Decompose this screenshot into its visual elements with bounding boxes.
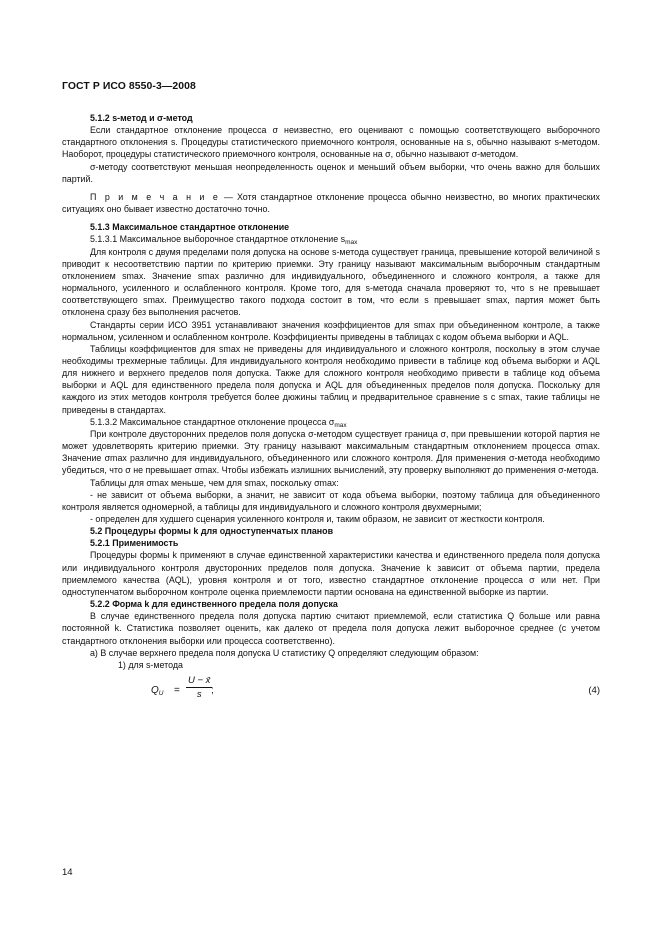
paragraph: Если стандартное отклонение процесса σ неизвестно, его оценивают с помощью соответствующего выборочного стандартного отклонения s. Процедуры статистического приемочного контроля, основанные на s, обычно называют s-методом. Наоборот, процедуры статистического приемочного контроля, основанные на σ, обычно называют σ-методом. xyxy=(62,125,600,160)
formula-number: (4) xyxy=(588,685,600,697)
list-item: 1) для s-метода xyxy=(118,659,183,670)
paragraph: Стандарты серии ИСО 3951 устанавливают значения коэффициентов для smax при объединенном контроле, а также нормальном, усиленном и ослабленном контроле. Коэффициенты приведены в таблицах с кодом объема выборки и AQL. xyxy=(62,319,600,342)
paragraph: Для контроля с двумя пределами поля допуска на основе s-метода существует граница, превышение которой величиной s приводит к несоответствию партии по критерию приемки. Эту границу называют максимальным выборочным стандартным отклонением smax. Значение smax различно для индивидуального, объединенного и сложного контроля, а также для нормального, усиленного и ослабленного контроля. Кроме того, для s-метода сначала проверяют то, что s не превышает соответствующего smax. Преимущество такого подхода состоит в том, что если s превышает smax, партия может быть отклонена сразу без выполнения расчетов. xyxy=(62,246,600,318)
section-5-1-2-title: 5.1.2 s-метод и σ-метод xyxy=(90,113,193,123)
subsection-5-2-1-title: 5.2.1 Применимость xyxy=(90,538,179,549)
paragraph: Таблицы для σmax меньше, чем для smax, поскольку σmax: xyxy=(90,477,339,488)
document-header: ГОСТ Р ИСО 8550-3—2008 xyxy=(62,81,196,92)
formula-denominator: s xyxy=(196,689,202,701)
note-text: — Хотя стандартное отклонение процесса обычно неизвестно, во многих практических ситуациях оно бывает известно достаточно точно. xyxy=(62,191,600,215)
formula-fraction xyxy=(186,675,212,701)
paragraph: В случае единственного предела поля допуска партию считают приемлемой, если статистика Q больше или равна постоянной k. Статистика позволяет оценить, как далеко от предела поля допуска лежит выборочное среднее (с учетом стандартного отклонения выборки или процесса соответственно). xyxy=(62,611,600,646)
subsection-5-2-2-title: 5.2.2 Форма k для единственного предела поля допуска xyxy=(90,599,338,610)
paragraph: Таблицы коэффициентов для smax не приведены для индивидуального и сложного контроля, поскольку в этом случае необходимы трехмерные таблицы. Для индивидуального контроля необходимо привести в таблице код объема выборки и AQL для нижнего и верхнего пределов поля допуска. Также для сложного контроля необходимо привести в таблице код объема выборки и AQL для единственного предела поля допуска и AQL для объединенных пределов поля допуска. Поскольку для каждого из этих методов контроля требуется более дюжины таблиц и предварительное сравнение s с smax, такие таблицы не приведены в стандартах. xyxy=(62,343,600,415)
formula-equals: = xyxy=(174,685,180,697)
list-item: а) В случае верхнего предела поля допуска U статистику Q определяют следующим образом: xyxy=(90,647,479,658)
formula-end: ; xyxy=(211,685,214,697)
note xyxy=(62,191,600,215)
formula-4 xyxy=(62,675,600,709)
paragraph: σ-методу соответствуют меньшая неопределенность оценок и меньший объем выборки, что очень важно для больших партий. xyxy=(62,161,600,184)
note-label: П р и м е ч а н и е xyxy=(90,191,220,202)
page-number: 14 xyxy=(62,867,73,878)
formula-lhs: $Q_U$ xyxy=(151,685,164,698)
document-body xyxy=(62,112,600,709)
subsection-5-1-3-1-title: 5.1.3.1 Максимальное выборочное стандартное отклонение $s_{max}$ xyxy=(90,234,358,247)
subsection-5-1-3-2-title: 5.1.3.2 Максимальное стандартное отклонение процесса $\sigma_{max}$ xyxy=(90,416,347,429)
section-5-1-3-title: 5.1.3 Максимальное стандартное отклонение xyxy=(90,222,290,233)
list-item: - определен для худшего сценария усиленного контроля и, таким образом, не зависит от жесткости контроля. xyxy=(90,514,545,524)
paragraph: При контроле двусторонних пределов поля допуска σ-методом существует граница σ, при превышении которой партия не может удовлетворять критерию приемки. Эту границу называют максимальным стандартным отклонением процесса σmax. Значение σmax различно для индивидуального, объединенного или сложного контроля. Для применения σ-метода необходимо убедиться, что σ не превышает σmax. Чтобы избежать излишних вычислений, эту проверку выполняют до применения σ-метода. xyxy=(62,428,600,476)
section-5-2-title: 5.2 Процедуры формы k для одноступенчатых планов xyxy=(90,526,334,537)
list-item: - не зависит от объема выборки, а значит, не зависит от кода объема выборки, поэтому таблица для объединенного контроля является одномерной, а таблицы для индивидуального и сложного контроля двухмерными; xyxy=(62,489,600,512)
paragraph: Процедуры формы k применяют в случае единственной характеристики качества и единственного предела поля допуска или индивидуального контроля двусторонних пределов поля допуска. Значение k зависит от объема партии, предела приемлемого качества (AQL), уровня контроля и от того, известно стандартное отклонение процесса σ или нет. При одноступенчатом выборочном контроле оценка приемлемости партии основана на единственной выборке из партии. xyxy=(62,550,600,597)
formula-numerator: U − x̄ xyxy=(188,675,211,687)
